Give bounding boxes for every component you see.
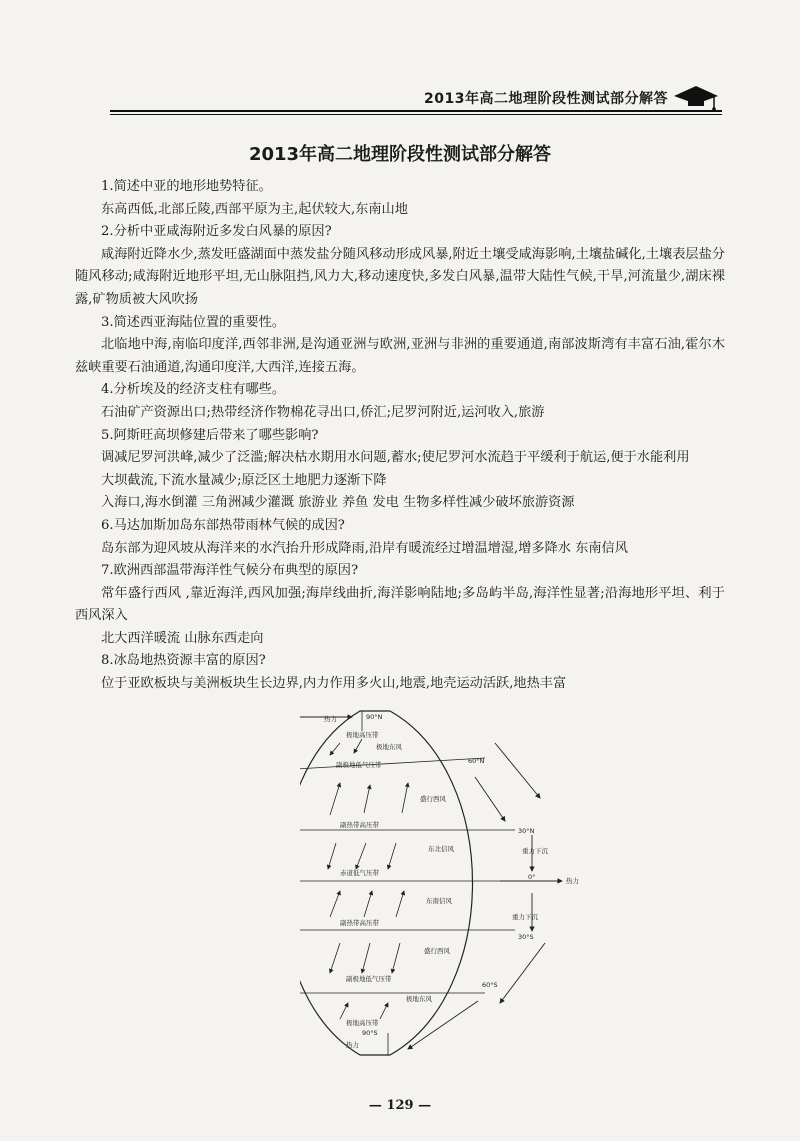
question-2: 2.分析中亚咸海附近多发白风暴的原因? bbox=[101, 224, 332, 240]
question-4: 4.分析埃及的经济支柱有哪些。 bbox=[101, 382, 286, 398]
wind-label: 东南信风 bbox=[426, 897, 452, 905]
lat-label-30s: 30°S bbox=[518, 933, 534, 941]
answer-7-b: 北大西洋暖流 山脉东西走向 bbox=[101, 630, 264, 646]
pressure-wind-belt-diagram bbox=[300, 703, 600, 1063]
question-6: 6.马达加斯加岛东部热带雨林气候的成因? bbox=[101, 517, 345, 533]
running-header bbox=[110, 80, 722, 114]
header-rule bbox=[110, 110, 722, 112]
answer-2: 咸海附近降水少,蒸发旺盛湖面中蒸发盐分随风移动形成风暴,附近土壤受咸海影响,土壤盐碱化,土壤表层盐分随风移动;咸海附近地形平坦,无山脉阻挡,风力大,移动速度快,多发白风暴,温带大陆性气候,干旱,河流量少,湖床裸露,矿物质被大风吹扬 bbox=[75, 246, 725, 307]
globe-outline bbox=[300, 711, 473, 1055]
force-label: 热力 bbox=[324, 715, 337, 723]
question-8: 8.冰岛地热资源丰富的原因? bbox=[101, 653, 266, 669]
belt-label: 极地高压带 bbox=[346, 731, 379, 739]
question-7: 7.欧洲西部温带海洋性气候分布典型的原因? bbox=[101, 563, 359, 579]
lat-label-60s: 60°S bbox=[482, 981, 498, 989]
answer-6: 岛东部为迎风坡从海洋来的水汽抬升形成降雨,沿岸有暖流经过增温增湿,增多降水 东南信风 bbox=[101, 540, 628, 556]
force-label: 重力下沉 bbox=[512, 913, 538, 921]
wind-label: 东北信风 bbox=[428, 845, 454, 853]
graduation-cap-icon bbox=[670, 80, 722, 112]
answer-5-b: 大坝截流,下流水量减少;原泛区土地肥力逐渐下降 bbox=[101, 472, 387, 488]
belt-label: 副极地低气压带 bbox=[336, 761, 382, 769]
answer-7-a: 常年盛行西风 ,靠近海洋,西风加强;海岸线曲折,海洋影响陆地;多岛屿半岛,海洋性显著;沿海地形平坦、利于西风深入 bbox=[75, 585, 725, 624]
question-1: 1.简述中亚的地形地势特征。 bbox=[101, 179, 272, 194]
belt-label: 副热带高压带 bbox=[340, 821, 379, 829]
belt-label: 副热带高压带 bbox=[340, 919, 379, 927]
force-label: 热力 bbox=[346, 1041, 359, 1049]
answer-1: 东高西低,北部丘陵,西部平原为主,起伏较大,东南山地 bbox=[101, 201, 408, 217]
answer-3: 北临地中海,南临印度洋,西邻非洲,是沟通亚洲与欧洲,亚洲与非洲的重要通道,南部波斯湾有丰富石油,霍尔木兹峡重要石油通道,沟通印度洋,大西洋,连接五海。 bbox=[75, 337, 725, 375]
force-label: 重力下沉 bbox=[522, 847, 548, 855]
question-3: 3.简述西亚海陆位置的重要性。 bbox=[101, 314, 286, 330]
answer-5-c: 入海口,海水倒灌 三角洲减少灌溉 旅游业 养鱼 发电 生物多样性减少破坏旅游资源 bbox=[101, 495, 575, 511]
page-number: — 129 — bbox=[368, 1098, 432, 1113]
header-rule-thin bbox=[110, 114, 722, 115]
lat-label-90s: 90°S bbox=[362, 1029, 378, 1037]
wind-label: 盛行西风 bbox=[424, 947, 450, 955]
belt-label: 赤道低气压带 bbox=[340, 869, 379, 877]
wind-label: 极地东风 bbox=[376, 743, 402, 751]
answer-8: 位于亚欧板块与美洲板块生长边界,内力作用多火山,地震,地壳运动活跃,地热丰富 bbox=[101, 676, 567, 692]
question-5: 5.阿斯旺高坝修建后带来了哪些影响? bbox=[101, 427, 319, 443]
lat-label-30n: 30°N bbox=[518, 827, 535, 835]
answer-5-a: 调减尼罗河洪峰,减少了泛滥;解决枯水期用水问题,蓄水;使尼罗河水流趋于平缓利于航运,便于水能利用 bbox=[101, 450, 690, 466]
belt-label: 极地高压带 bbox=[346, 1019, 379, 1027]
belt-label: 副极地低气压带 bbox=[346, 975, 392, 983]
running-title: 2013年高二地理阶段性测试部分解答 bbox=[424, 91, 668, 107]
wind-label: 盛行西风 bbox=[420, 795, 446, 803]
latitude-line bbox=[300, 758, 485, 771]
answer-body bbox=[75, 176, 725, 696]
page-title: 2013年高二地理阶段性测试部分解答 bbox=[248, 144, 552, 165]
lat-label-0: 0° bbox=[528, 873, 536, 881]
lat-label-60n: 60°N bbox=[468, 757, 485, 765]
wind-label: 极地东风 bbox=[406, 995, 432, 1003]
lat-label-90n: 90°N bbox=[366, 713, 383, 721]
answer-4: 石油矿产资源出口;热带经济作物棉花寻出口,侨汇;尼罗河附近,运河收入,旅游 bbox=[101, 404, 545, 420]
force-label: 热力 bbox=[566, 877, 579, 885]
